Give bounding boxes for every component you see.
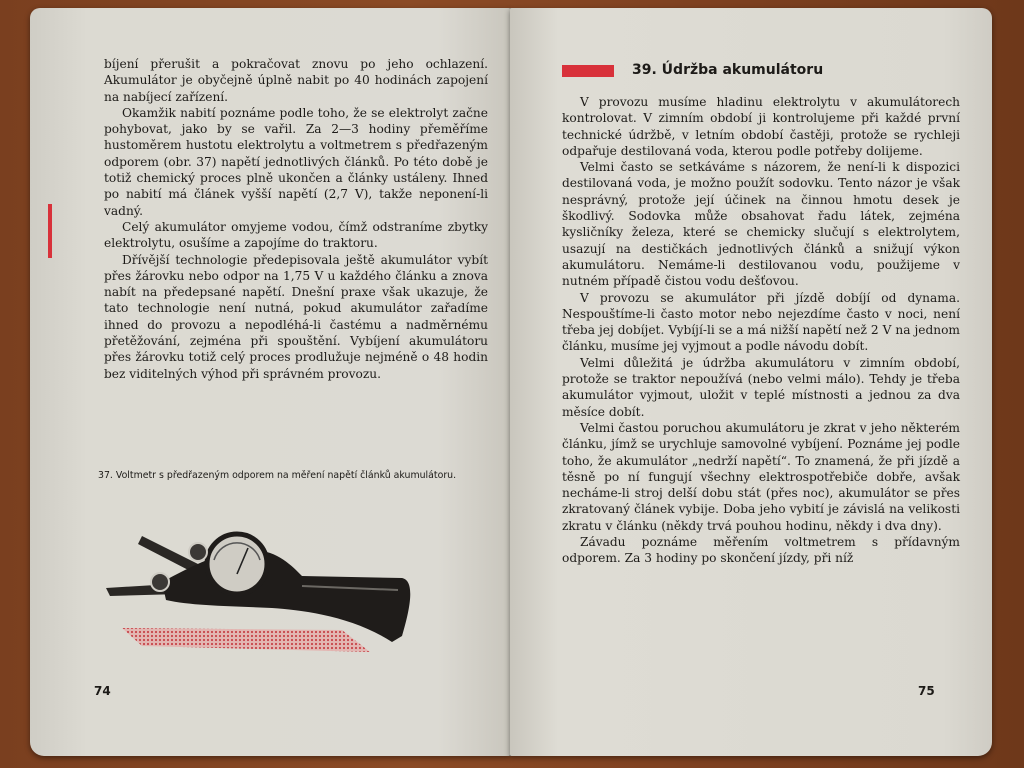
paragraph: Velmi důležitá je údržba akumulátoru v zimním období, protože se traktor nepoužívá (nebo velmi málo). Tehdy je třeba akumulátor vyjmout, uložit v teplé místnosti a jednou za dva měsíce dobít. — [562, 355, 960, 419]
paragraph: bíjení přerušit a pokračovat znovu po jeho ochlazení. Akumulátor je obyčejně úplně nabit po 40 hodinách zapojení na nabíjecí zařízení. — [104, 57, 488, 104]
page-number: 74 — [94, 684, 111, 698]
meter-body-icon — [162, 550, 410, 642]
terminal-knob-icon — [189, 543, 207, 561]
page-number: 75 — [918, 684, 935, 698]
paragraph: Velmi častou poruchou akumulátoru je zkrat v jeho některém článku, jímž se urychluje samovolné vybíjení. Poznáme jej podle toho, že akumulátor „nedrží napětí“. To znamená, že při jízdě a těsně po ní fungují všechny elektrospotřebiče dobře, avšak necháme-li stroj delší dobu stát (přes noc), akumulátor se přes zkratovaný článek vybije. Doba jeho vybití je závislá na velikosti zkratu v článku (někdy trvá pouhou hodinu, někdy i dva dny). — [562, 420, 960, 533]
right-page-text — [562, 94, 960, 567]
paragraph: Celý akumulátor omyjeme vodou, čímž odstraníme zbytky elektrolytu, osušíme a zapojíme do traktoru. — [104, 219, 488, 251]
red-shadow-icon — [122, 628, 370, 652]
left-page-text — [104, 56, 488, 382]
red-edge-mark — [48, 204, 52, 258]
paragraph: Dřívější technologie předepisovala ještě akumulátor vybít přes žárovku nebo odpor na 1,75 V u každého článku a znova nabít na předepsané napětí. Dnešní praxe však ukazuje, že tato technologie není nutná, pokud akumulátor zařadíme ihned do provozu a nepodléhá-li častému a nadměrnému přetěžování, zejména při spouštění. Vybíjení akumulátoru přes žárovku totiž celý proces prodlužuje nejméně o 48 hodin bez viditelných výhod při správném provozu. — [104, 252, 488, 381]
paragraph: Velmi často se setkáváme s názorem, že není-li k dispozici destilovaná voda, je možno použít sodovku. Tento názor je však nesprávný, protože její účinek na činnou hmotu desek je škodlivý. Sodovka může obsahovat řadu látek, zejména kysličníky železa, které se chemicky slučují s elektrolytem, usazují na destičkách jednotlivých článků a snižují výkon akumulátoru. Nemáme-li destilovanou vodu, použijeme v nutném případě čistou vodu dešťovou. — [562, 160, 960, 289]
paragraph: Závadu poznáme měřením voltmetrem s přídavným odporem. Za 3 hodiny po skončení jízdy, při níž — [562, 535, 960, 566]
left-page — [30, 8, 510, 756]
section-marker — [562, 65, 614, 77]
figure-caption: 37. Voltmetr s předřazeným odporem na měření napětí článků akumulátoru. — [98, 470, 457, 481]
paragraph: V provozu se akumulátor při jízdě dobíjí od dynama. Nespouštíme-li často motor nebo nejezdíme často v noci, není třeba jej dobíjet. Vybíjí-li se a má nižší napětí než 2 V na jednom článku, musíme jej vyjmout a podle návodu dobít. — [562, 290, 960, 354]
right-page — [510, 8, 992, 756]
voltmeter-probe-illustration — [102, 526, 422, 666]
paragraph: Okamžik nabití poznáme podle toho, že se elektrolyt začne pohybovat, jako by se vařil. Za 2—3 hodiny přeměříme hustoměrem hustotu elektrolytu a voltmetrem s předřazeným odporem (obr. 37) napětí jednotlivých článků. Po této době je totiž chemický proces plně ukončen a články ustáleny. Ihned po nabití má článek vyšší napětí (2,7 V), takže neponení-li vadný. — [104, 105, 488, 218]
terminal-knob-icon — [151, 573, 169, 591]
paragraph: V provozu musíme hladinu elektrolytu v akumulátorech kontrolovat. V zimním období ji kontrolujeme při každé první technické údržbě, v letním období častěji, protože se rychleji odpařuje destilovaná voda, kterou podle potřeby dolijeme. — [562, 95, 960, 158]
section-heading: 39. Údržba akumulátoru — [632, 62, 824, 78]
